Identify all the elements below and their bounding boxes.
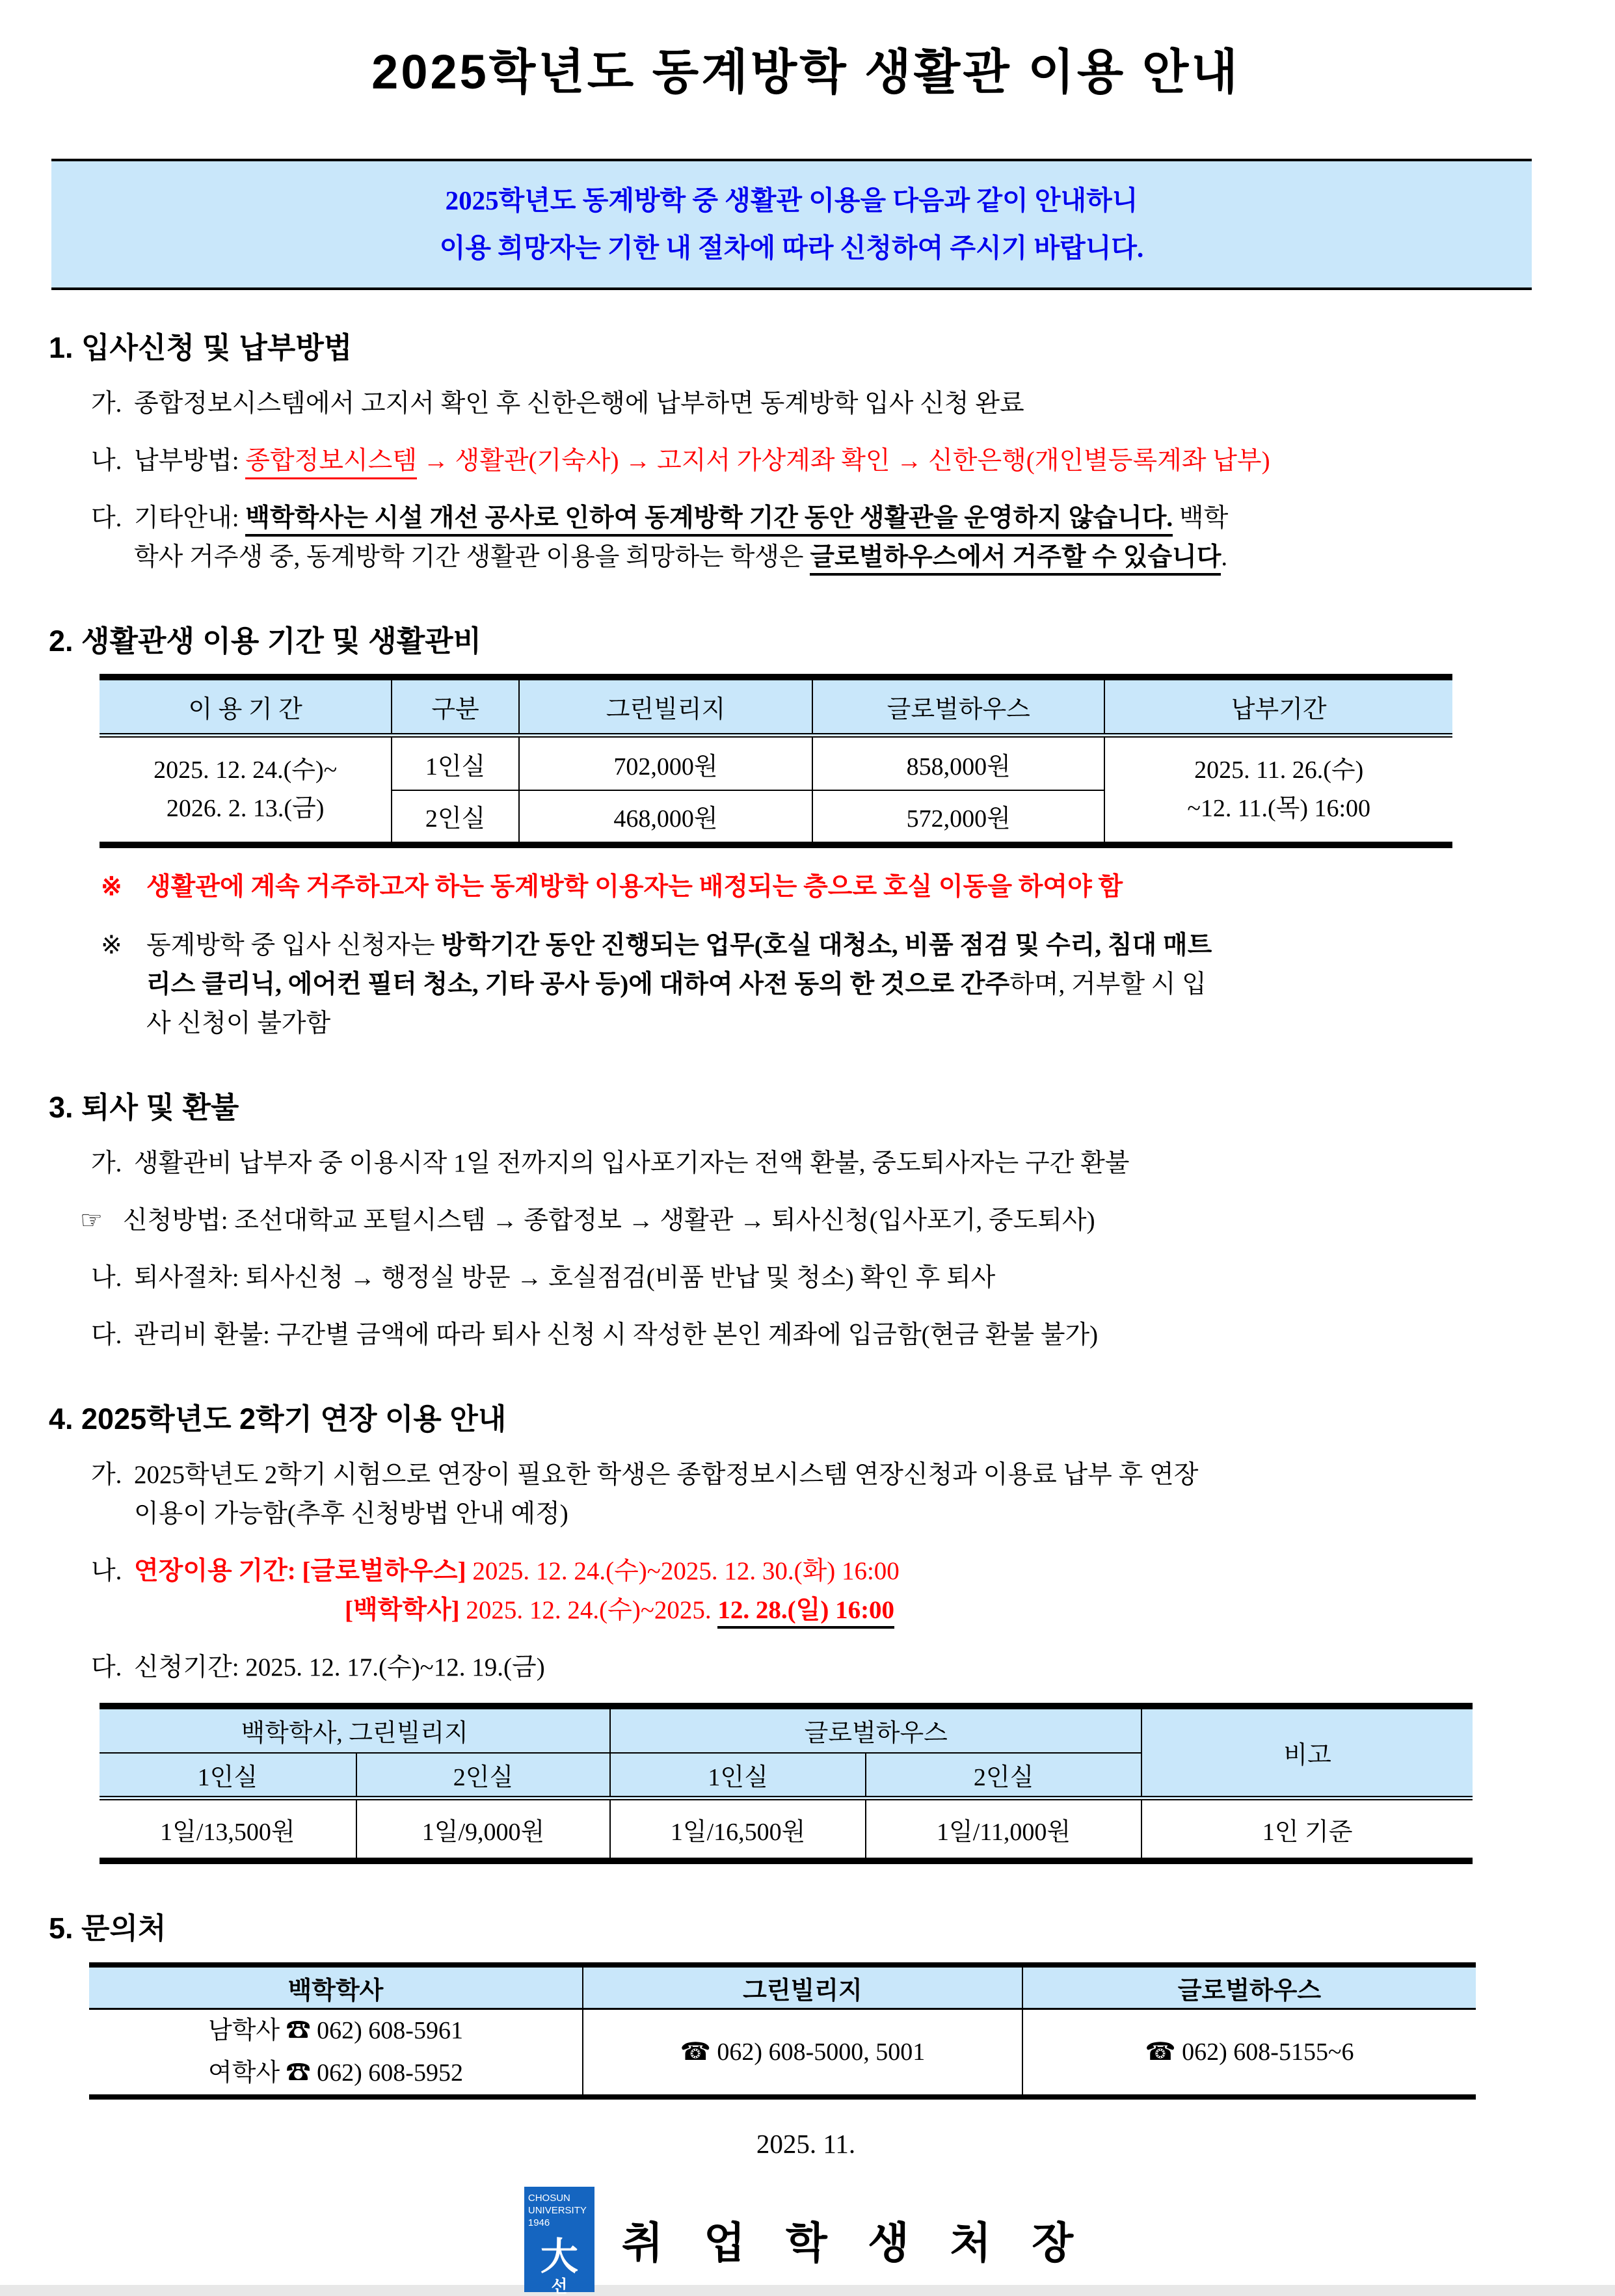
logo-text-line2: UNIVERSITY xyxy=(527,2204,587,2216)
note-text: 동계방학 중 입사 신청자는 xyxy=(146,931,442,959)
issuer-signature: 취 업 학 생 처 장 xyxy=(621,2219,1088,2267)
item-label: 나. xyxy=(91,446,122,475)
section1-item-na xyxy=(91,442,1563,481)
item-text: 납부방법: xyxy=(134,446,246,475)
other-notice-line2 xyxy=(134,538,1563,577)
note-text: 생활관에 계속 거주하고자 하는 동계방학 이용자는 배정되는 층으로 호실 이동을 하여야 함 xyxy=(146,872,1123,901)
col-header-baekhak-green: 백학학사, 그린빌리지 xyxy=(100,1706,610,1753)
extension-period-globalhouse xyxy=(134,1552,1563,1591)
col-header-globalhouse: 글로벌하우스 xyxy=(812,677,1104,736)
usage-period-start: 2025. 12. 24.(수)~ xyxy=(153,756,338,784)
item-text: 학사 거주생 중, 동계방학 기간 생활관 이용을 희망하는 학생은 xyxy=(134,542,810,571)
payment-period-cell xyxy=(1104,736,1452,845)
note-text: 하며, 거부할 시 입 xyxy=(1009,970,1207,998)
baekhak-closed-notice: 백학학사는 시설 개선 공사로 인하여 동계방학 기간 동안 생활관을 운영하지 않습니다. xyxy=(245,504,1173,537)
baekhak-deadline: 12. 28.(일) 16:00 xyxy=(717,1596,894,1629)
logo-text-line1: CHOSUN xyxy=(527,2192,570,2204)
payment-path-line xyxy=(134,442,1563,481)
section5-heading: 5. 문의처 xyxy=(49,1911,167,1945)
pointing-hand-icon: ☞ xyxy=(80,1206,103,1235)
fee-table-header-row xyxy=(100,677,1452,736)
extension-table-data-row xyxy=(100,1798,1473,1861)
baekhak-dates: 2025. 12. 24.(수)~2025. xyxy=(459,1595,718,1624)
section3-pointer xyxy=(80,1201,1563,1240)
payment-path-rest: → 생활관(기숙사) → 고지서 가상계좌 확인 → 신한은행(개인별등록계좌 납부) xyxy=(417,446,1270,475)
item-label: 가. xyxy=(91,1149,122,1177)
chosun-university-logo xyxy=(524,2187,594,2296)
col-header-period: 이 용 기 간 xyxy=(100,677,392,736)
contact-table-header-row xyxy=(89,1965,1476,2009)
section4-item-na xyxy=(91,1552,1563,1630)
col-header-type: 구분 xyxy=(392,677,519,736)
signature-block xyxy=(49,2187,1563,2296)
section3-item-da xyxy=(91,1316,1563,1355)
usage-period-cell xyxy=(100,736,392,845)
globalhouse-stay-notice: 글로벌하우스에서 거주할 수 있습니다 xyxy=(810,543,1221,576)
subheader-room3: 1인실 xyxy=(610,1753,866,1798)
globalhouse-phone-cell: ☎ 062) 608-5155~6 xyxy=(1022,2009,1476,2097)
section3-item-na xyxy=(91,1259,1563,1298)
baekhak-female-phone: 여학사 ☎ 062) 608-5952 xyxy=(208,2059,463,2087)
university-emblem-sub: 선 xyxy=(551,2276,568,2296)
green-price-cell: 702,000원 xyxy=(519,736,812,790)
page-title: 2025학년도 동계방학 생활관 이용 안내 xyxy=(371,45,1240,99)
subheader-room2: 2인실 xyxy=(356,1753,611,1798)
baekhak-male-phone: 남학사 ☎ 062) 608-5961 xyxy=(208,2017,463,2045)
col-header-greenvillage: 그린빌리지 xyxy=(519,677,812,736)
subheader-room1: 1인실 xyxy=(100,1753,356,1798)
intro-line-1: 2025학년도 동계방학 중 생활관 이용을 다음과 같이 안내하니 xyxy=(445,185,1138,215)
reference-mark: ※ xyxy=(101,872,122,901)
extension-line1: 2025학년도 2학기 시험으로 연장이 필요한 학생은 종합정보시스템 연장신청과 이용료 납부 후 연장 xyxy=(134,1460,1199,1489)
section3-heading: 3. 퇴사 및 환불 xyxy=(49,1090,239,1124)
extension-fee-table xyxy=(100,1703,1473,1864)
contact-table-data-row xyxy=(89,2009,1476,2097)
section1-heading: 1. 입사신청 및 납부방법 xyxy=(49,330,353,364)
section1-item-da xyxy=(91,499,1563,577)
item-label: 가. xyxy=(91,389,122,418)
note-line3: 사 신청이 불가함 xyxy=(146,1009,331,1037)
note-line1 xyxy=(146,926,1212,965)
item-text: 백학 xyxy=(1173,503,1229,532)
extension-period-label: 연장이용 기간: xyxy=(134,1556,302,1585)
section4-item-ga xyxy=(91,1456,1563,1534)
green-price-cell: 468,000원 xyxy=(519,790,812,845)
note-consent xyxy=(101,926,1563,1043)
note-bold-text: 방학기간 동안 진행되는 업무(호실 대청소, 비품 점검 및 수리, 침대 매트 xyxy=(441,931,1212,959)
usage-period-end: 2026. 2. 13.(금) xyxy=(166,795,325,823)
intro-line-2: 이용 희망자는 기한 내 절차에 따라 신청하여 주시기 바랍니다. xyxy=(439,232,1144,263)
university-emblem: 大 xyxy=(540,2235,578,2278)
item-text: 신청기간: 2025. 12. 17.(수)~12. 19.(금) xyxy=(134,1653,545,1681)
room-type-cell: 2인실 xyxy=(392,790,519,845)
col-header-greenvillage: 그린빌리지 xyxy=(583,1965,1022,2009)
section1-item-ga xyxy=(91,384,1563,423)
contact-table xyxy=(89,1962,1476,2100)
intro-highlight-box xyxy=(51,159,1532,290)
greenvillage-phone-cell: ☎ 062) 608-5000, 5001 xyxy=(583,2009,1022,2097)
extension-line2: 이용이 가능함(추후 신청방법 안내 예정) xyxy=(134,1499,568,1528)
item-text: 퇴사절차: 퇴사신청 → 행정실 방문 → 호실점검(비품 반납 및 청소) 확인 후 퇴사 xyxy=(134,1263,996,1292)
item-text: 생활관비 납부자 중 이용시작 1일 전까지의 입사포기자는 전액 환불, 중도퇴사자는 구간 환불 xyxy=(134,1149,1130,1177)
global-price-cell: 858,000원 xyxy=(812,736,1104,790)
item-text: 신청방법: 조선대학교 포털시스템 → 종합정보 → 생활관 → 퇴사신청(입사포기, 중도퇴사) xyxy=(123,1206,1095,1235)
section2-heading: 2. 생활관생 이용 기간 및 생활관비 xyxy=(49,624,482,658)
item-label: 다. xyxy=(91,1653,122,1681)
extension-period-baekhak xyxy=(345,1591,1563,1630)
global-price-cell: 572,000원 xyxy=(812,790,1104,845)
issue-date: 2025. 11. xyxy=(756,2128,856,2159)
section3-item-ga xyxy=(91,1144,1563,1183)
item-label: 다. xyxy=(91,503,122,532)
col-header-baekhak: 백학학사 xyxy=(89,1965,583,2009)
item-text: . xyxy=(1221,542,1228,571)
section4-item-da xyxy=(91,1648,1563,1687)
col-header-globalhouse: 글로벌하우스 xyxy=(1022,1965,1476,2009)
daily-price-cell: 1일/9,000원 xyxy=(356,1798,611,1861)
other-notice-line1 xyxy=(134,499,1563,538)
note-line2 xyxy=(146,965,1212,1004)
room-type-cell: 1인실 xyxy=(392,736,519,790)
reference-mark: ※ xyxy=(101,931,122,959)
extension-table-header-row1 xyxy=(100,1706,1473,1753)
item-label: 가. xyxy=(91,1460,122,1489)
section4-heading: 4. 2025학년도 2학기 연장 이용 안내 xyxy=(49,1402,507,1435)
baekhak-contact-cell xyxy=(89,2009,583,2097)
item-label: 다. xyxy=(91,1320,122,1349)
note-bold-text: 리스 클리닉, 에어컨 필터 청소, 기타 공사 등)에 대하여 사전 동의 한 것으로 간주 xyxy=(146,970,1010,998)
note-room-move xyxy=(101,868,1563,907)
logo-text-line3: 1946 xyxy=(527,2217,550,2228)
item-label: 나. xyxy=(91,1556,122,1585)
col-header-remark: 비고 xyxy=(1141,1706,1473,1798)
item-text: 관리비 환불: 구간별 금액에 따라 퇴사 신청 시 작성한 본인 계좌에 입금함(현금 환불 불가) xyxy=(134,1320,1099,1349)
item-label: 나. xyxy=(91,1263,122,1292)
payment-period-start: 2025. 11. 26.(수) xyxy=(1194,756,1364,784)
globalhouse-bracket: [글로벌하우스] xyxy=(302,1556,466,1585)
payment-period-end: ~12. 11.(목) 16:00 xyxy=(1187,795,1371,823)
remark-cell: 1인 기준 xyxy=(1141,1798,1473,1861)
fee-table-row-single xyxy=(100,736,1452,790)
daily-price-cell: 1일/13,500원 xyxy=(160,1818,295,1846)
item-text: 종합정보시스템에서 고지서 확인 후 신한은행에 납부하면 동계방학 입사 신청 완료 xyxy=(134,389,1024,418)
col-header-payperiod: 납부기간 xyxy=(1104,677,1452,736)
daily-price-cell: 1일/11,000원 xyxy=(866,1798,1141,1861)
item-text: 기타안내: xyxy=(134,503,246,532)
col-header-globalhouse: 글로벌하우스 xyxy=(610,1706,1141,1753)
globalhouse-dates: 2025. 12. 24.(수)~2025. 12. 30.(화) 16:00 xyxy=(466,1556,900,1585)
subheader-room4: 2인실 xyxy=(866,1753,1141,1798)
payment-path-system: 종합정보시스템 xyxy=(245,447,417,479)
daily-price-cell: 1일/16,500원 xyxy=(610,1798,866,1861)
fee-table xyxy=(100,674,1452,848)
baekhak-bracket: [백학학사] xyxy=(345,1595,460,1624)
